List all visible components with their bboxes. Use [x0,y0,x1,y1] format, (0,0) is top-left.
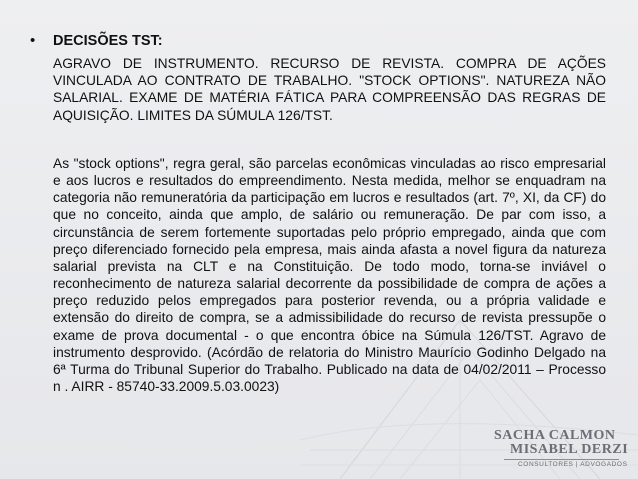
case-summary-paragraph: AGRAVO DE INSTRUMENTO. RECURSO DE REVISTA. COMPRA DE AÇÕES VINCULADA AO CONTRATO DE TRABALHO. "STOCK OPTIONS". NATUREZA NÃO SALARIAL. EXAME DE MATÉRIA FÁTICA PARA COMPREENSÃO DAS REGRAS DE AQUISIÇÃO. LIMITES DA SÚMULA 126/TST. [53,56,606,123]
logo-divider [504,459,619,460]
bullet-marker: • [30,32,36,49]
firm-logo [474,428,629,472]
logo-line-2: MISABEL DERZI [510,442,629,457]
logo-line-1: SACHA CALMON [494,428,616,443]
slide-heading: DECISÕES TST: [53,33,163,49]
logo-tagline: CONSULTORES | ADVOGADOS [518,461,628,468]
decision-text-paragraph: As "stock options", regra geral, são parcelas econômicas vinculadas ao risco empresarial e aos lucros e resultados do empreendimento. Nesta medida, melhor se enquadram na categoria não remuneratória da participação em lucros e resultados (art. 7º, XI, da CF) do que no conceito, ainda que amplo, de salário ou remuneração. De par com isso, a circunstância de serem fortemente suportadas pelo próprio empregado, ainda que com preço diferenciado fornecido pela empresa, mais ainda afasta a novel figura da natureza salarial prevista na CLT e na Constituição. De todo modo, torna-se inviável o reconhecimento de natureza salarial decorrente da possibilidade de compra de ações a preço reduzido pelos empregados para posterior revenda, ou a própria validade e extensão do direito de compra, se a admissibilidade do recurso de revista pressupõe o exame de prova documental - o que encontra óbice na Súmula 126/TST. Agravo de instrumento desprovido. (Acórdão de relatoria do Ministro Maurício Godinho Delgado na 6ª Turma do Tribunal Superior do Trabalho. Publicado na data de 04/02/2011 – Processo n . AIRR - 85740-33.2009.5.03.0023) [53,156,606,395]
